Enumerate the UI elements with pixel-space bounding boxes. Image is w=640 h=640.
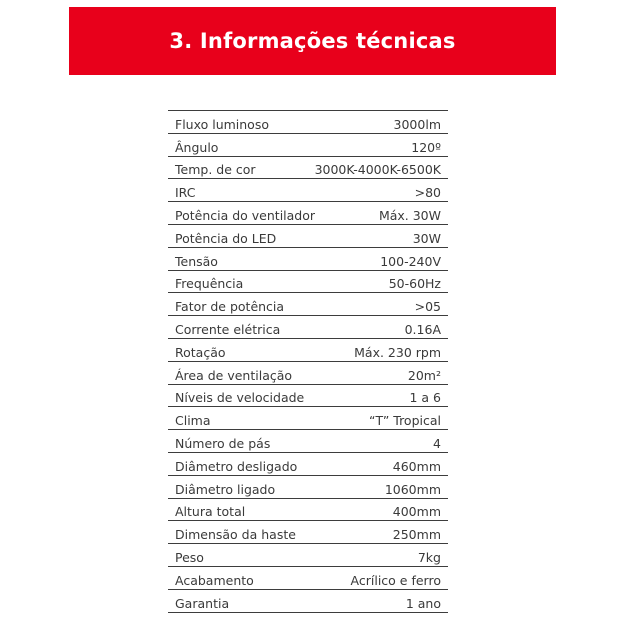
technical-specs-table bbox=[168, 110, 448, 613]
spec-row bbox=[168, 521, 448, 544]
spec-row bbox=[168, 544, 448, 567]
spec-label: Diâmetro ligado bbox=[175, 481, 276, 497]
spec-row bbox=[168, 157, 448, 180]
spec-label: Diâmetro desligado bbox=[175, 458, 298, 474]
spec-row bbox=[168, 202, 448, 225]
section-title: 3. Informações técnicas bbox=[169, 29, 456, 53]
spec-label: Corrente elétrica bbox=[175, 321, 281, 337]
spec-value: 3000lm bbox=[393, 116, 441, 132]
spec-row bbox=[168, 407, 448, 430]
spec-value: Acrílico e ferro bbox=[350, 572, 441, 588]
spec-row bbox=[168, 453, 448, 476]
spec-row bbox=[168, 271, 448, 294]
spec-label: Potência do ventilador bbox=[175, 207, 316, 223]
spec-value: 0.16A bbox=[404, 321, 441, 337]
spec-value: 120º bbox=[411, 139, 441, 155]
spec-value: >05 bbox=[414, 299, 441, 315]
spec-value: 30W bbox=[412, 230, 441, 246]
section-header-banner bbox=[69, 7, 556, 75]
spec-label: Acabamento bbox=[175, 572, 254, 588]
spec-row bbox=[168, 339, 448, 362]
spec-value: 400mm bbox=[392, 504, 441, 520]
spec-label: Temp. de cor bbox=[175, 162, 256, 178]
spec-row bbox=[168, 385, 448, 408]
spec-row bbox=[168, 293, 448, 316]
spec-rows bbox=[168, 111, 448, 613]
spec-row bbox=[168, 476, 448, 499]
spec-row bbox=[168, 499, 448, 522]
spec-value: 250mm bbox=[392, 527, 441, 543]
spec-label: IRC bbox=[175, 185, 196, 201]
spec-row bbox=[168, 316, 448, 339]
spec-value: 20m² bbox=[407, 367, 441, 383]
spec-value: 7kg bbox=[417, 549, 441, 565]
spec-value: 460mm bbox=[392, 458, 441, 474]
spec-row bbox=[168, 590, 448, 613]
spec-label: Número de pás bbox=[175, 435, 271, 451]
spec-label: Peso bbox=[175, 549, 204, 565]
spec-label: Fluxo luminoso bbox=[175, 116, 269, 132]
spec-label: Potência do LED bbox=[175, 230, 277, 246]
spec-row bbox=[168, 134, 448, 157]
spec-label: Fator de potência bbox=[175, 299, 285, 315]
spec-label: Altura total bbox=[175, 504, 246, 520]
spec-label: Frequência bbox=[175, 276, 244, 292]
spec-value: “T” Tropical bbox=[368, 413, 441, 429]
spec-value: >80 bbox=[414, 185, 441, 201]
spec-value: 50-60Hz bbox=[388, 276, 441, 292]
spec-label: Área de ventilação bbox=[175, 367, 293, 383]
spec-value: 1 ano bbox=[405, 595, 441, 611]
spec-row bbox=[168, 179, 448, 202]
spec-label: Dimensão da haste bbox=[175, 527, 296, 543]
spec-value: 1 a 6 bbox=[409, 390, 441, 406]
spec-row bbox=[168, 225, 448, 248]
spec-value: Máx. 230 rpm bbox=[354, 344, 441, 360]
spec-value: 3000K-4000K-6500K bbox=[314, 162, 441, 178]
spec-row bbox=[168, 111, 448, 134]
spec-label: Garantia bbox=[175, 595, 230, 611]
spec-row bbox=[168, 430, 448, 453]
spec-label: Ângulo bbox=[175, 139, 219, 155]
spec-value: Máx. 30W bbox=[378, 207, 441, 223]
spec-value: 100-240V bbox=[380, 253, 441, 269]
spec-value: 4 bbox=[433, 435, 441, 451]
spec-label: Clima bbox=[175, 413, 211, 429]
spec-row bbox=[168, 248, 448, 271]
spec-value: 1060mm bbox=[384, 481, 441, 497]
spec-row bbox=[168, 567, 448, 590]
spec-label: Níveis de velocidade bbox=[175, 390, 305, 406]
spec-row bbox=[168, 362, 448, 385]
spec-label: Rotação bbox=[175, 344, 226, 360]
spec-label: Tensão bbox=[175, 253, 218, 269]
